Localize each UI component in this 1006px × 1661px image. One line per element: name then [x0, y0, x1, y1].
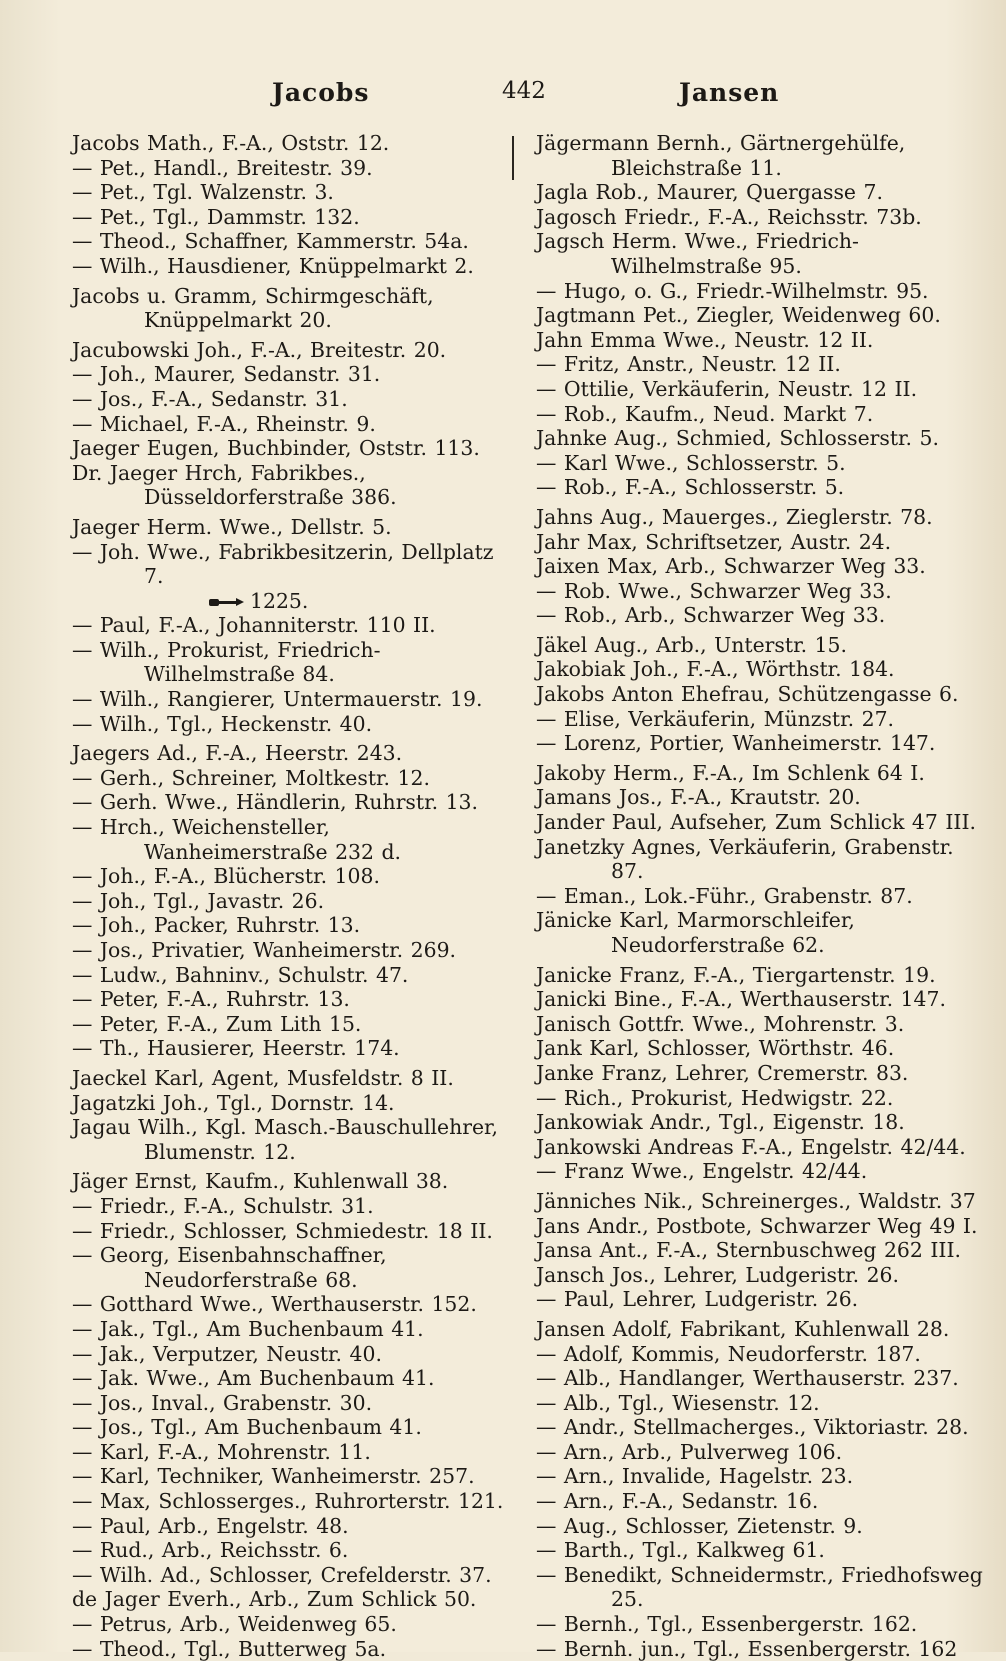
- entry-text: — Gerh., Schreiner, Moltkestr. 12.: [72, 765, 430, 790]
- directory-entry: [536, 1061, 984, 1086]
- entry-text: — Jak., Tgl., Am Buchenbaum 41.: [72, 1316, 424, 1341]
- entry-text: Jans Andr., Postbote, Schwarzer Weg 49 I.: [536, 1213, 978, 1238]
- directory-entry: [536, 633, 984, 658]
- entry-text: — Theod., Tgl., Butterweg 5a.: [72, 1636, 387, 1661]
- directory-entry: [536, 180, 984, 205]
- directory-entry: [72, 1219, 506, 1244]
- directory-entry: [536, 451, 984, 476]
- directory-entry: [72, 1342, 506, 1367]
- directory-entry: [72, 1464, 506, 1489]
- directory-entry: [536, 205, 984, 230]
- entry-text: Jansa Ant., F.-A., Sternbuschweg 262 III.: [536, 1238, 961, 1263]
- directory-entry: [536, 328, 984, 353]
- directory-entry: [536, 505, 984, 530]
- column-divider: [512, 136, 514, 180]
- directory-entry: [536, 1238, 984, 1263]
- entry-text: Jaeckel Karl, Agent, Musfeldstr. 8 II.: [72, 1065, 454, 1090]
- entry-text: — Peter, F.-A., Zum Lith 15.: [72, 1011, 362, 1036]
- directory-entry: [536, 1012, 984, 1037]
- entry-text: Jankowiak Andr., Tgl., Eigenstr. 18.: [536, 1110, 905, 1135]
- entry-text: — Alb., Handlanger, Werthauserstr. 237.: [536, 1366, 959, 1391]
- directory-entry: [72, 515, 506, 540]
- entry-text: — Jak. Wwe., Am Buchenbaum 41.: [72, 1366, 435, 1391]
- directory-entry: [72, 284, 506, 333]
- directory-entry: [536, 1637, 984, 1661]
- entry-text: — Adolf, Kommis, Neudorferstr. 187.: [536, 1341, 921, 1366]
- directory-entry: [72, 1489, 506, 1514]
- directory-entry: [72, 1194, 506, 1219]
- entry-text: — Joh. Wwe., Fabrikbesitzerin, Dellplatz 7.: [72, 539, 494, 589]
- entry-text: Jahnke Aug., Schmied, Schlosserstr. 5.: [536, 426, 939, 451]
- entry-text: — Paul, Lehrer, Ludgeristr. 26.: [536, 1287, 859, 1312]
- entry-text: — Fritz, Anstr., Neustr. 12 II.: [536, 352, 841, 377]
- entry-text: — Rob., F.-A., Schlosserstr. 5.: [536, 475, 845, 500]
- directory-entry: [536, 1563, 984, 1612]
- directory-entry: [72, 815, 506, 864]
- entry-text: — Karl Wwe., Schlosserstr. 5.: [536, 450, 846, 475]
- entry-text: — Ludw., Bahninv., Schulstr. 47.: [72, 962, 409, 987]
- entry-text: — Joh., Tgl., Javastr. 26.: [72, 888, 325, 913]
- directory-entry: [72, 1091, 506, 1116]
- directory-entry: [536, 1214, 984, 1239]
- directory-entry: [72, 1169, 506, 1194]
- entry-text: — Hrch., Weichensteller, Wanheimerstraße 232 d.: [72, 815, 402, 864]
- entry-text: Jansen Adolf, Fabrikant, Kuhlenwall 28.: [536, 1316, 950, 1341]
- entry-text: — Eman., Lok.-Führ., Grabenstr. 87.: [536, 883, 913, 908]
- entry-text: Janicki Bine., F.-A., Werthauserstr. 147.: [536, 987, 946, 1012]
- directory-entry: [72, 1036, 506, 1061]
- entry-text: Jagla Rob., Maurer, Quergasse 7.: [536, 180, 883, 205]
- entry-text: Jagsch Herm. Wwe., Friedrich-Wilhelmstraße 95.: [536, 229, 859, 278]
- directory-entry: [536, 1317, 984, 1342]
- directory-entry: [536, 352, 984, 377]
- entry-text: — Arn., F.-A., Sedanstr. 16.: [536, 1489, 819, 1514]
- directory-entry: [72, 864, 506, 889]
- entry-text: — Friedr., F.-A., Schulstr. 31.: [72, 1193, 374, 1218]
- directory-entry: [72, 436, 506, 461]
- header-left-keyword: Jacobs: [272, 78, 370, 107]
- entry-text: — Franz Wwe., Engelstr. 42/44.: [536, 1159, 868, 1184]
- directory-entry: [536, 1189, 984, 1214]
- entry-text: — Benedikt, Schneidermstr., Friedhofsweg 25.: [536, 1562, 983, 1612]
- directory-entry: [72, 1587, 506, 1612]
- entry-text: Dr. Jaeger Hrch, Fabrikbes., Düsseldorferstraße 386.: [72, 460, 397, 510]
- directory-entry: [536, 377, 984, 402]
- entry-text: — Wilh. Ad., Schlosser, Crefelderstr. 37.: [72, 1562, 492, 1587]
- directory-entry: [536, 1036, 984, 1061]
- entry-text: — Wilh., Hausdiener, Knüppelmarkt 2.: [72, 253, 474, 278]
- entry-text: Jakobiak Joh., F.-A., Wörthstr. 184.: [536, 657, 895, 682]
- entry-text: Jander Paul, Aufseher, Zum Schlick 47 III.: [536, 810, 977, 835]
- entry-text: — Gerh. Wwe., Händlerin, Ruhrstr. 13.: [72, 790, 478, 815]
- page-header: [0, 78, 1006, 118]
- entry-text: Jahns Aug., Mauerges., Zieglerstr. 78.: [536, 504, 933, 529]
- directory-entry: [536, 1391, 984, 1416]
- directory-entry: [72, 229, 506, 254]
- directory-entry: [536, 785, 984, 810]
- directory-entry: [72, 1292, 506, 1317]
- entry-text: — Ottilie, Verkäuferin, Neustr. 12 II.: [536, 376, 918, 401]
- entry-text: Jankowski Andreas F.-A., Engelstr. 42/44.: [536, 1134, 966, 1159]
- directory-entry: [72, 1366, 506, 1391]
- entry-text: Jaeger Herm. Wwe., Dellstr. 5.: [72, 514, 392, 539]
- entry-text: — Theod., Schaffner, Kammerstr. 54a.: [72, 229, 469, 254]
- entry-text: — Elise, Verkäuferin, Münzstr. 27.: [536, 706, 895, 731]
- entry-text: Jaegers Ad., F.-A., Heerstr. 243.: [72, 741, 403, 766]
- directory-entry: [72, 387, 506, 412]
- directory-entry: [536, 279, 984, 304]
- directory-entry: [536, 884, 984, 909]
- entry-text: — Joh., F.-A., Blücherstr. 108.: [72, 864, 380, 889]
- directory-entry: [536, 1287, 984, 1312]
- directory-entry: [72, 687, 506, 712]
- entry-text: — Pet., Tgl. Walzenstr. 3.: [72, 180, 334, 205]
- entry-text: — Arn., Invalide, Hagelstr. 23.: [536, 1464, 854, 1489]
- entry-text: — Arn., Arb., Pulverweg 106.: [536, 1439, 843, 1464]
- directory-entry: [72, 1637, 506, 1661]
- entry-text: Jacubowski Joh., F.-A., Breitestr. 20.: [72, 337, 447, 362]
- directory-entry: [72, 766, 506, 791]
- directory-entry: [536, 1110, 984, 1135]
- entry-text: Janisch Gottfr. Wwe., Mohrenstr. 3.: [536, 1011, 905, 1036]
- entry-text: — Rich., Prokurist, Hedwigstr. 22.: [536, 1085, 894, 1110]
- directory-entry: [536, 761, 984, 786]
- directory-entry: [536, 963, 984, 988]
- directory-entry: [72, 540, 506, 614]
- page-number: 442: [502, 78, 546, 104]
- directory-entry: [536, 1086, 984, 1111]
- entry-text: Jänicke Karl, Marmorschleifer, Neudorferstraße 62.: [536, 908, 855, 957]
- entry-text: — Rob., Kaufm., Neud. Markt 7.: [536, 401, 874, 426]
- directory-entry: [536, 1489, 984, 1514]
- entry-text: — Rob. Wwe., Schwarzer Weg 33.: [536, 578, 892, 603]
- entry-text: — Max, Schlosserges., Ruhrorterstr. 121.: [72, 1489, 504, 1514]
- directory-entry: [72, 254, 506, 279]
- entry-text: — Lorenz, Portier, Wanheimerstr. 147.: [536, 731, 936, 756]
- entry-text: Jagatzki Joh., Tgl., Dornstr. 14.: [72, 1090, 395, 1115]
- directory-entry: [536, 1464, 984, 1489]
- entry-text: — Joh., Maurer, Sedanstr. 31.: [72, 362, 381, 387]
- entry-text: — Jos., F.-A., Sedanstr. 31.: [72, 386, 348, 411]
- entry-text: — Paul, Arb., Engelstr. 48.: [72, 1513, 349, 1538]
- directory-entry: [72, 1317, 506, 1342]
- directory-entry: [536, 229, 984, 278]
- directory-entry: [72, 1243, 506, 1292]
- directory-entry: [72, 156, 506, 181]
- entry-text: — Peter, F.-A., Ruhrstr. 13.: [72, 987, 350, 1012]
- directory-entry: [72, 1538, 506, 1563]
- entry-text: Jakobs Anton Ehefrau, Schützengasse 6.: [536, 682, 959, 707]
- directory-entry: [536, 1440, 984, 1465]
- entry-text: Jagosch Friedr., F.-A., Reichsstr. 73b.: [536, 204, 922, 229]
- directory-entry: [72, 1514, 506, 1539]
- directory-entry: [536, 1514, 984, 1539]
- telephone-number: 1225.: [250, 588, 309, 613]
- directory-entry: [72, 1012, 506, 1037]
- entry-text: de Jager Everh., Arb., Zum Schlick 50.: [72, 1587, 477, 1612]
- directory-entry: [72, 461, 506, 510]
- entry-text: — Jak., Verputzer, Neustr. 40.: [72, 1341, 382, 1366]
- entry-text: Janke Franz, Lehrer, Cremerstr. 83.: [536, 1060, 909, 1085]
- entry-text: — Aug., Schlosser, Zietenstr. 9.: [536, 1513, 863, 1538]
- entry-text: Jacobs Math., F.-A., Oststr. 12.: [72, 131, 390, 155]
- directory-entry: [536, 554, 984, 579]
- entry-text: Jaeger Eugen, Buchbinder, Oststr. 113.: [72, 436, 480, 461]
- entry-text: Jäkel Aug., Arb., Unterstr. 15.: [536, 632, 847, 657]
- directory-entry: [72, 1563, 506, 1588]
- directory-entry: [536, 682, 984, 707]
- directory-entry: [536, 1415, 984, 1440]
- entry-text: — Wilh., Rangierer, Untermauerstr. 19.: [72, 687, 483, 712]
- entry-text: Jägermann Bernh., Gärtnergehülfe, Bleichstraße 11.: [536, 131, 906, 180]
- directory-entry: [72, 1612, 506, 1637]
- directory-entry: [536, 426, 984, 451]
- directory-entry: [536, 402, 984, 427]
- directory-entry: [72, 1391, 506, 1416]
- entry-text: Jahn Emma Wwe., Neustr. 12 II.: [536, 327, 874, 352]
- entry-text: Jamans Jos., F.-A., Krautstr. 20.: [536, 785, 861, 810]
- entry-text: — Th., Hausierer, Heerstr. 174.: [72, 1036, 400, 1061]
- directory-entry: [536, 579, 984, 604]
- entry-text: — Bernh., Tgl., Essenbergerstr. 162.: [536, 1612, 918, 1637]
- directory-entry: [536, 131, 984, 180]
- entry-text: — Michael, F.-A., Rheinstr. 9.: [72, 411, 376, 436]
- entry-text: — Barth., Tgl., Kalkweg 61.: [536, 1538, 825, 1563]
- directory-entry: [72, 889, 506, 914]
- directory-entry: [72, 712, 506, 737]
- entry-text: Jakoby Herm., F.-A., Im Schlenk 64 I.: [536, 760, 925, 785]
- directory-entry: [72, 741, 506, 766]
- entry-text: — Pet., Handl., Breitestr. 39.: [72, 155, 373, 180]
- directory-entry: [72, 131, 506, 156]
- entry-text: — Andr., Stellmacherges., Viktoriastr. 28.: [536, 1415, 969, 1440]
- entry-text: — Karl, F.-A., Mohrenstr. 11.: [72, 1439, 371, 1464]
- directory-entry: [536, 835, 984, 884]
- entry-text: — Pet., Tgl., Dammstr. 132.: [72, 204, 360, 229]
- directory-entry: [72, 205, 506, 230]
- directory-entry: [72, 1115, 506, 1164]
- directory-entry: [536, 303, 984, 328]
- entry-text: Jänniches Nik., Schreinerges., Waldstr. 37: [536, 1188, 976, 1213]
- entry-text: — Georg, Eisenbahnschaffner, Neudorferstraße 68.: [72, 1243, 387, 1292]
- directory-entry: [536, 731, 984, 756]
- directory-entry: [72, 938, 506, 963]
- directory-entry: [536, 1366, 984, 1391]
- directory-entry: [72, 1415, 506, 1440]
- entry-text: — Wilh., Tgl., Heckenstr. 40.: [72, 711, 373, 736]
- entry-text: Jank Karl, Schlosser, Wörthstr. 46.: [536, 1036, 895, 1061]
- directory-entry: [72, 638, 506, 687]
- entry-text: — Joh., Packer, Ruhrstr. 13.: [72, 913, 361, 938]
- left-column: [72, 131, 506, 1661]
- entry-text: — Paul, F.-A., Johanniterstr. 110 II.: [72, 613, 436, 638]
- entry-text: — Karl, Techniker, Wanheimerstr. 257.: [72, 1464, 475, 1489]
- entry-text: — Bernh. jun., Tgl., Essenbergerstr. 162: [536, 1636, 958, 1661]
- entry-text: Jacobs u. Gramm, Schirmgeschäft, Knüppelmarkt 20.: [72, 283, 434, 333]
- entry-text: Janetzky Agnes, Verkäuferin, Grabenstr. 87.: [536, 834, 954, 884]
- directory-entry: [72, 987, 506, 1012]
- entry-text: — Gotthard Wwe., Werthauserstr. 152.: [72, 1292, 477, 1317]
- directory-entry: [536, 810, 984, 835]
- directory-entry: [72, 1066, 506, 1091]
- directory-entry: [536, 987, 984, 1012]
- header-right-keyword: Jansen: [679, 78, 780, 107]
- directory-entry: [72, 913, 506, 938]
- entry-text: — Hugo, o. G., Friedr.-Wilhelmstr. 95.: [536, 278, 929, 303]
- entry-text: Jagtmann Pet., Ziegler, Weidenweg 60.: [536, 303, 941, 328]
- entry-text: Jaixen Max, Arb., Schwarzer Weg 33.: [536, 554, 926, 579]
- telephone-icon: [208, 595, 246, 609]
- entry-text: — Alb., Tgl., Wiesenstr. 12.: [536, 1390, 820, 1415]
- directory-entry: [72, 362, 506, 387]
- directory-entry: [536, 603, 984, 628]
- directory-entry: [536, 657, 984, 682]
- directory-entry: [536, 1538, 984, 1563]
- directory-entry: [72, 963, 506, 988]
- directory-entry: [536, 1612, 984, 1637]
- right-column: [536, 131, 984, 1661]
- entry-text: — Rud., Arb., Reichsstr. 6.: [72, 1538, 349, 1563]
- entry-text: — Friedr., Schlosser, Schmiedestr. 18 II.: [72, 1218, 493, 1243]
- directory-entry: [72, 790, 506, 815]
- directory-entry: [536, 1135, 984, 1160]
- entry-text: Jäger Ernst, Kaufm., Kuhlenwall 38.: [72, 1169, 449, 1194]
- entry-text: — Petrus, Arb., Weidenweg 65.: [72, 1612, 397, 1637]
- directory-entry: [536, 908, 984, 957]
- directory-entry: [536, 1263, 984, 1288]
- directory-entry: [536, 475, 984, 500]
- directory-entry: [536, 530, 984, 555]
- entry-text: Jagau Wilh., Kgl. Masch.-Bauschullehrer, Blumenstr. 12.: [72, 1115, 499, 1164]
- entry-text: Jansch Jos., Lehrer, Ludgeristr. 26.: [536, 1262, 900, 1287]
- directory-entry: [72, 1440, 506, 1465]
- directory-entry: [72, 412, 506, 437]
- entry-text: — Rob., Arb., Schwarzer Weg 33.: [536, 603, 886, 628]
- directory-entry: [536, 707, 984, 732]
- entry-text: — Jos., Inval., Grabenstr. 30.: [72, 1390, 373, 1415]
- entry-text: — Wilh., Prokurist, Friedrich-Wilhelmstraße 84.: [72, 637, 381, 687]
- directory-entry: [536, 1342, 984, 1367]
- directory-entry: [72, 613, 506, 638]
- directory-entry: [72, 180, 506, 205]
- entry-text: — Jos., Privatier, Wanheimerstr. 269.: [72, 938, 457, 962]
- entry-text: Jahr Max, Schriftsetzer, Austr. 24.: [536, 529, 892, 554]
- directory-entry: [536, 1159, 984, 1184]
- entry-text: Janicke Franz, F.-A., Tiergartenstr. 19.: [536, 962, 936, 987]
- entry-text: — Jos., Tgl., Am Buchenbaum 41.: [72, 1415, 422, 1440]
- directory-entry: [72, 338, 506, 363]
